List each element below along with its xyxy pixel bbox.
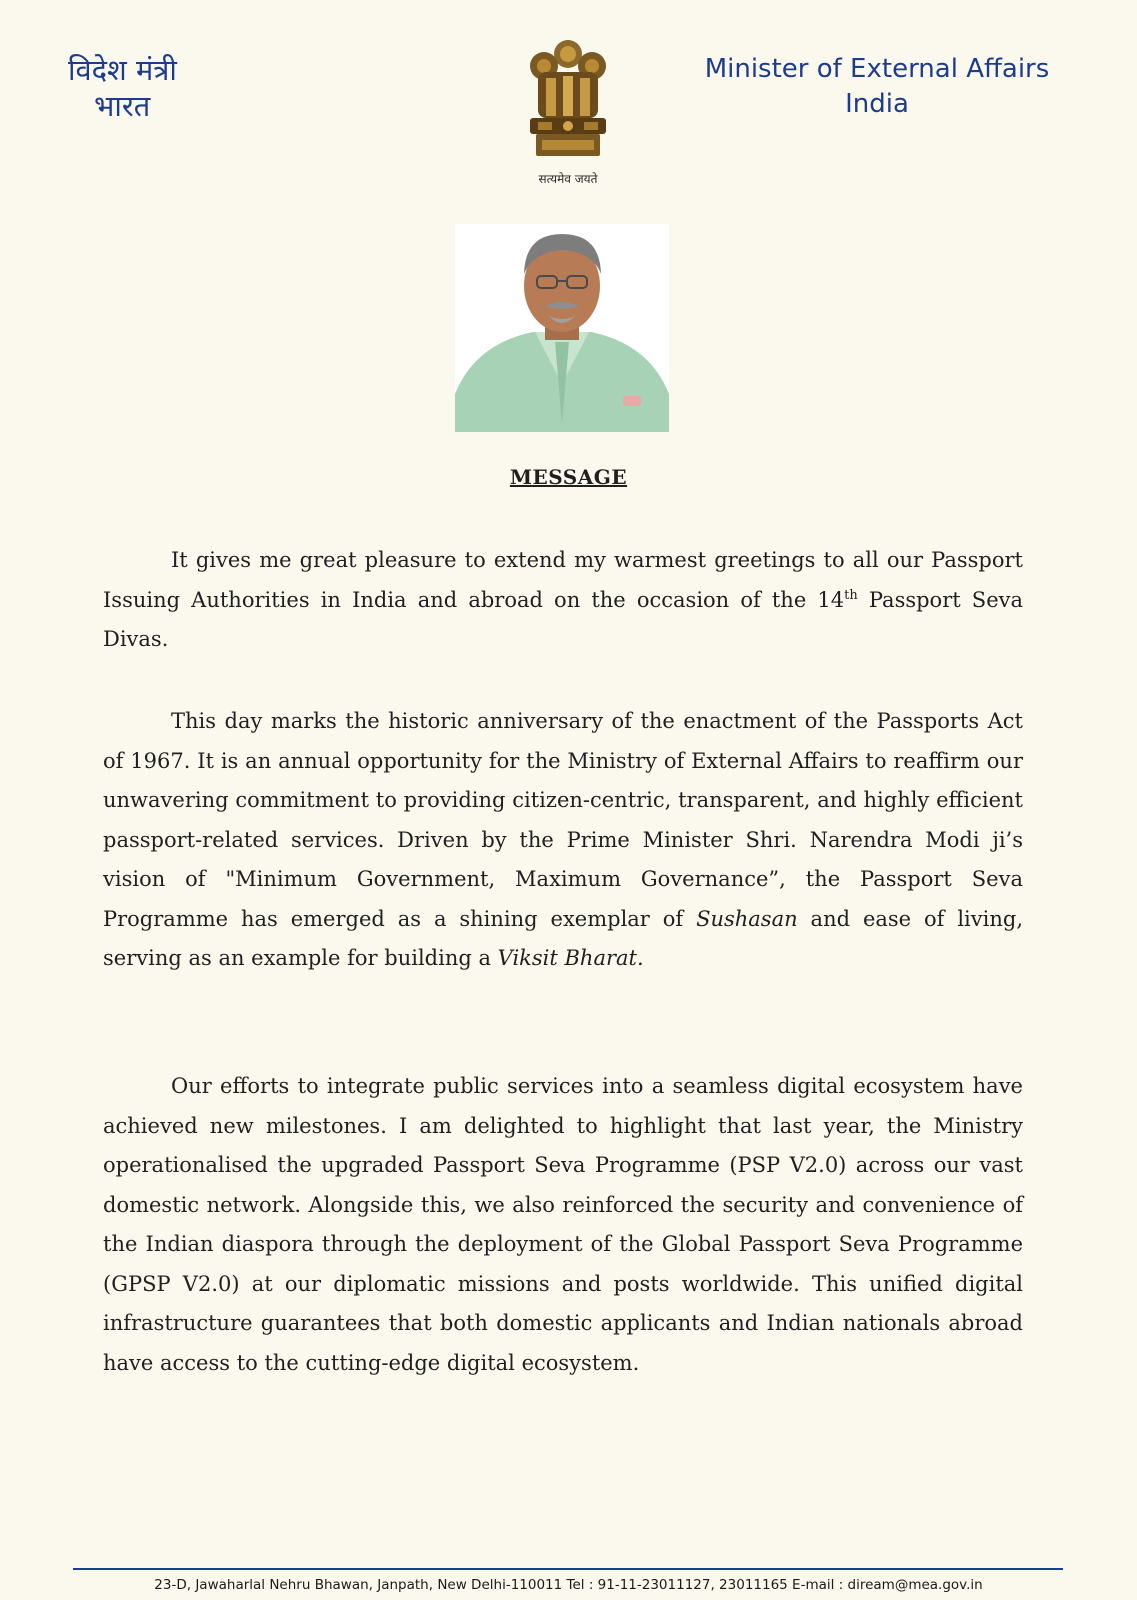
message-heading: MESSAGE <box>509 465 628 489</box>
message-paragraph-2 <box>103 702 1023 979</box>
p3-text: Our efforts to integrate public services into a seamless digital ecosystem have achieved new milestones. I am delighted to highlight that last year, the Ministry operationalised the upgraded Passport Seva Programme (PSP V2.0) across our vast domestic network. Alongside this, we also reinforced the security and convenience of the Indian diaspora through the deployment of the Global Passport Seva Programme (GPSP V2.0) at our diplomatic missions and posts worldwide. This unified digital infrastructure guarantees that both domestic applicants and Indian nationals abroad have access to the cutting-edge digital ecosystem. <box>103 1074 1023 1375</box>
p1-ordinal-suffix: th <box>844 587 858 603</box>
hindi-title-line2: भारत <box>94 89 151 123</box>
footer-address: 23-D, Jawaharlal Nehru Bhawan, Janpath, New Delhi-110011 Tel : 91-11-23011127, 23011165 E-mail : diream@mea.gov.in <box>154 1577 983 1593</box>
p2-text-a: This day marks the historic anniversary of the enactment of the Passports Act of 1967. It is an annual opportunity for the Ministry of External Affairs to reaffirm our unwavering commitment to providing citizen-centric, transparent, and highly efficient passport-related services. Driven by the Prime Minister Shri. Narendra Modi ji’s vision of "Minimum Government, Maximum Governance”, the Passport Seva Programme has emerged as a shining exemplar of <box>103 709 1023 931</box>
lion-capital-icon <box>508 32 628 170</box>
english-title-line2: India <box>845 89 909 119</box>
p2-text-b: and ease of living, serving as an example for building a <box>103 906 1023 970</box>
p1-ordinal-number: 14 <box>817 587 845 612</box>
footer-divider <box>73 1568 1063 1570</box>
emblem-motto: सत्यमेव जयते <box>538 172 598 186</box>
message-paragraph-3 <box>103 1067 1023 1383</box>
hindi-letterhead <box>68 52 177 124</box>
p2-italic-sushasan: Sushasan <box>696 906 798 931</box>
message-paragraph-1 <box>103 541 1023 660</box>
english-title-line1: Minister of External Affairs <box>704 54 1050 84</box>
minister-portrait <box>455 224 669 432</box>
p1-text-a: It gives me great pleasure to extend my warmest greetings to all our Passport Issuing Authorities in India and abroad on the occasion of the <box>103 548 1023 612</box>
national-emblem <box>508 32 628 192</box>
english-letterhead <box>687 52 1067 122</box>
p2-italic-viksit-bharat: Viksit Bharat. <box>497 946 644 970</box>
hindi-title-line1: विदेश मंत्री <box>68 53 177 87</box>
p1-text-b: Passport Seva Divas. <box>103 587 1024 651</box>
